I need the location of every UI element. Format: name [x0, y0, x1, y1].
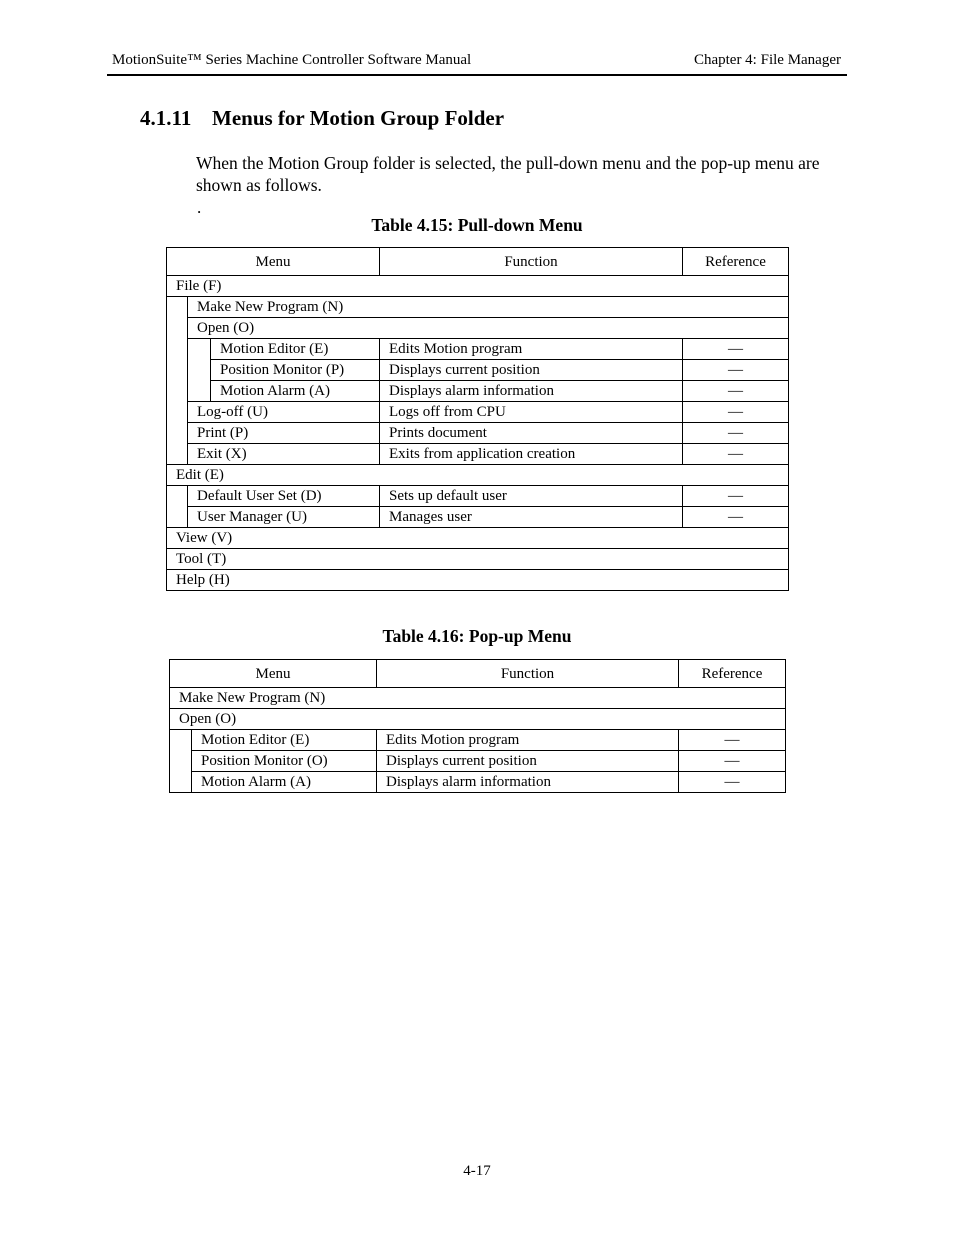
- reference-cell: —: [679, 751, 786, 772]
- reference-cell: —: [683, 381, 789, 402]
- header-reference: Reference: [679, 660, 786, 688]
- function-cell: Displays current position: [377, 751, 679, 772]
- menu-cell: Exit (X): [188, 444, 380, 465]
- table-row: [167, 318, 789, 339]
- menu-cell: Open (O): [170, 709, 786, 730]
- table-row: [167, 276, 789, 297]
- reference-cell: —: [683, 360, 789, 381]
- table-row: [167, 465, 789, 486]
- table-row: [170, 709, 786, 730]
- pulldown-table-caption: Table 4.15: Pull-down Menu: [371, 215, 583, 235]
- reference-cell: —: [683, 339, 789, 360]
- function-cell: Logs off from CPU: [380, 402, 683, 423]
- table-row: [167, 507, 789, 528]
- function-cell: Prints document: [380, 423, 683, 444]
- header-reference: Reference: [683, 248, 789, 276]
- intro-paragraph: When the Motion Group folder is selected, the pull-down menu and the pop-up menu are shown as follows.: [196, 153, 820, 195]
- section-number: 4.1.11: [140, 106, 192, 130]
- reference-cell: —: [683, 423, 789, 444]
- reference-cell: —: [683, 444, 789, 465]
- table-row: [167, 444, 789, 465]
- pulldown-menu-table: [166, 247, 789, 591]
- reference-cell: —: [683, 486, 789, 507]
- stray-period: .: [197, 198, 202, 217]
- table-row: [170, 688, 786, 709]
- menu-cell: Open (O): [188, 318, 789, 339]
- table-row: [167, 570, 789, 591]
- table-row: [167, 402, 789, 423]
- menu-cell: Make New Program (N): [170, 688, 786, 709]
- menu-cell: Motion Alarm (A): [192, 772, 377, 793]
- function-cell: Displays current position: [380, 360, 683, 381]
- menu-cell: Position Monitor (O): [192, 751, 377, 772]
- menu-cell: Position Monitor (P): [211, 360, 380, 381]
- function-cell: Displays alarm information: [380, 381, 683, 402]
- menu-cell: Motion Editor (E): [211, 339, 380, 360]
- menu-cell: View (V): [167, 528, 789, 549]
- manual-title: MotionSuite™ Series Machine Controller Software Manual: [112, 52, 472, 68]
- header-function: Function: [380, 248, 683, 276]
- menu-cell: File (F): [167, 276, 789, 297]
- indent-cell: [167, 486, 188, 528]
- function-cell: Displays alarm information: [377, 772, 679, 793]
- reference-cell: —: [683, 507, 789, 528]
- header-rule: [107, 74, 847, 76]
- function-cell: Sets up default user: [380, 486, 683, 507]
- section-title: Menus for Motion Group Folder: [212, 106, 505, 130]
- menu-cell: Motion Alarm (A): [211, 381, 380, 402]
- menu-cell: Edit (E): [167, 465, 789, 486]
- header-menu: Menu: [170, 660, 377, 688]
- indent-cell: [188, 339, 211, 402]
- table-row: [167, 486, 789, 507]
- menu-cell: Motion Editor (E): [192, 730, 377, 751]
- menu-cell: Log-off (U): [188, 402, 380, 423]
- popup-table-caption: Table 4.16: Pop-up Menu: [382, 626, 572, 646]
- indent-cell: [167, 297, 188, 465]
- table-row: [167, 339, 789, 360]
- menu-cell: Make New Program (N): [188, 297, 789, 318]
- popup-menu-table: [169, 659, 786, 793]
- function-cell: Edits Motion program: [380, 339, 683, 360]
- menu-cell: Default User Set (D): [188, 486, 380, 507]
- table-header-row: [167, 248, 789, 276]
- table-row: [170, 730, 786, 751]
- header-menu: Menu: [167, 248, 380, 276]
- menu-cell: Tool (T): [167, 549, 789, 570]
- table-header-row: [170, 660, 786, 688]
- table-row: [167, 549, 789, 570]
- table-row: [167, 528, 789, 549]
- section-heading: [140, 106, 504, 131]
- page-number: 4-17: [463, 1163, 491, 1179]
- function-cell: Edits Motion program: [377, 730, 679, 751]
- table-row: [167, 360, 789, 381]
- menu-cell: Print (P): [188, 423, 380, 444]
- indent-cell: [170, 730, 192, 793]
- header-function: Function: [377, 660, 679, 688]
- chapter-title: Chapter 4: File Manager: [693, 52, 841, 68]
- reference-cell: —: [679, 730, 786, 751]
- menu-cell: Help (H): [167, 570, 789, 591]
- reference-cell: —: [679, 772, 786, 793]
- function-cell: Manages user: [380, 507, 683, 528]
- table-row: [167, 423, 789, 444]
- reference-cell: —: [683, 402, 789, 423]
- function-cell: Exits from application creation: [380, 444, 683, 465]
- table-row: [170, 751, 786, 772]
- table-row: [167, 381, 789, 402]
- menu-cell: User Manager (U): [188, 507, 380, 528]
- table-row: [170, 772, 786, 793]
- table-row: [167, 297, 789, 318]
